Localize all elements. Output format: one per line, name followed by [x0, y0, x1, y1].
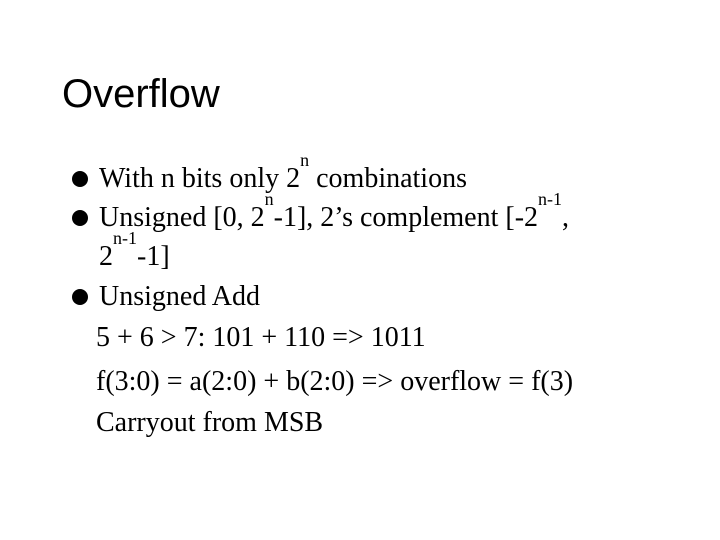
bullet-dot-icon: [72, 289, 88, 305]
bullet-2-t3: ,: [562, 202, 570, 233]
bullet-text-1: [99, 150, 467, 195]
sub-line-1: 5 + 6 > 7: 101 + 110 => 1011: [96, 322, 426, 353]
slide-title: Overflow: [62, 72, 220, 116]
sub-line-3: Carryout from MSB: [96, 407, 324, 438]
bullet-2b-s1: n-1: [113, 228, 137, 248]
bullet-dot-icon: [72, 171, 88, 187]
bullet-1-pre: With n bits only 2: [99, 163, 301, 194]
bullet-1-sup: n: [300, 150, 310, 170]
bullet-2-s1: n: [264, 189, 274, 209]
bullet-2-t2: -1], 2’s complement [-2: [273, 202, 539, 233]
sub-line-2: f(3:0) = a(2:0) + b(2:0) => overflow = f(3): [96, 366, 574, 397]
bullet-text-3: Unsigned Add: [99, 281, 260, 312]
bullet-2b-t1: 2: [99, 241, 113, 272]
bullet-1-post: combinations: [309, 163, 467, 194]
bullet-2-t1: Unsigned [0, 2: [99, 202, 265, 233]
bullet-2b-t2: -1]: [137, 241, 170, 272]
bullet-text-2-cont: [99, 228, 170, 273]
bullet-2-s2: n-1: [538, 189, 563, 209]
bullet-dot-icon: [72, 210, 88, 226]
bullet-text-2: [99, 189, 570, 234]
